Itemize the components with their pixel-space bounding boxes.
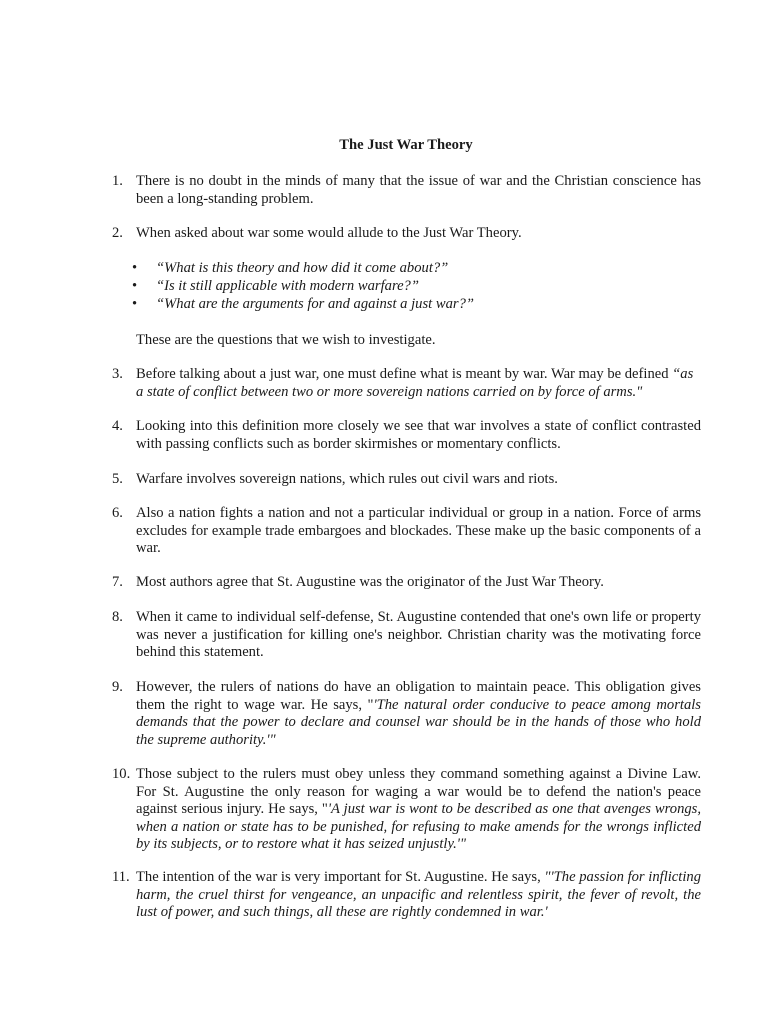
document-title: The Just War Theory bbox=[339, 137, 473, 153]
paragraph-text bbox=[136, 574, 701, 592]
bullet-item bbox=[130, 296, 474, 314]
paragraph-text bbox=[136, 366, 701, 401]
numbered-paragraph bbox=[112, 366, 701, 401]
paragraph-number: 3. bbox=[112, 366, 123, 382]
bullet-item bbox=[130, 278, 474, 296]
paragraph-text bbox=[136, 505, 701, 558]
bullet-text: “What is this theory and how did it come about?” bbox=[156, 260, 449, 276]
paragraph-segment: When asked about war some would allude to the Just War Theory. bbox=[136, 225, 522, 241]
paragraph-segment: There is no doubt in the minds of many that the issue of war and the Christian conscience has been a long-standing problem. bbox=[136, 173, 701, 207]
paragraph-segment: Before talking about a just war, one must define what is meant by war. War may be defined bbox=[136, 366, 673, 382]
numbered-paragraph bbox=[112, 766, 701, 854]
paragraph-number: 7. bbox=[112, 574, 123, 590]
paragraph-number: 10. bbox=[112, 766, 131, 782]
augustine-quote: 'A just war is wont to be described as one that avenges wrongs, when a nation or state has to be punished, for refusing to make amends for the wrongs inflicted by its subjects, or to restore what it has seized unjustly.'" bbox=[136, 801, 701, 853]
numbered-paragraph bbox=[112, 679, 701, 749]
paragraph-number: 11. bbox=[112, 869, 130, 885]
augustine-quote: "'The passion for inflicting harm, the cruel thirst for vengeance, an unpacific and relentless spirit, the fever of revolt, the lust of power, and such things, all these are rightly condemned in war.' bbox=[136, 869, 701, 921]
paragraph-segment: Most authors agree that St. Augustine was the originator of the Just War Theory. bbox=[136, 574, 604, 590]
paragraph-text bbox=[136, 225, 701, 243]
paragraph-segment: The intention of the war is very important for St. Augustine. He says, bbox=[136, 869, 545, 885]
numbered-paragraph bbox=[112, 173, 701, 208]
paragraph-number: 2. bbox=[112, 225, 123, 241]
paragraph-segment: Those subject to the rulers must obey unless they command something against a Divine Law. For St. Augustine the only reason for waging a war would be to defend the nation's peace against serious injury. He says, " bbox=[136, 766, 701, 818]
paragraph-text bbox=[136, 173, 701, 208]
numbered-paragraph bbox=[112, 225, 701, 243]
paragraph-number: 8. bbox=[112, 609, 123, 625]
paragraph-text bbox=[136, 471, 701, 489]
question-bullet-list bbox=[130, 260, 474, 314]
numbered-paragraph bbox=[112, 418, 701, 453]
paragraph-segment: When it came to individual self-defense, St. Augustine contended that one's own life or property was never a justification for killing one's neighbor. Christian charity was the motivating force behind this statement. bbox=[136, 609, 701, 661]
numbered-paragraph bbox=[112, 471, 701, 489]
paragraph-number: 5. bbox=[112, 471, 123, 487]
bullet-text: “Is it still applicable with modern warfare?” bbox=[156, 278, 419, 294]
bullet-dot: • bbox=[132, 296, 138, 312]
numbered-paragraph bbox=[112, 574, 701, 592]
numbered-paragraph bbox=[112, 505, 701, 558]
paragraph-number: 1. bbox=[112, 173, 123, 189]
paragraph-text bbox=[136, 766, 701, 854]
paragraph-text bbox=[136, 609, 701, 662]
paragraph-number: 9. bbox=[112, 679, 123, 695]
paragraph-segment: Warfare involves sovereign nations, which rules out civil wars and riots. bbox=[136, 471, 558, 487]
questions-note: These are the questions that we wish to investigate. bbox=[136, 332, 436, 348]
paragraph-number: 6. bbox=[112, 505, 123, 521]
bullet-item bbox=[130, 260, 474, 278]
paragraph-text bbox=[136, 418, 701, 453]
paragraph-segment: However, the rulers of nations do have an obligation to maintain peace. This obligation gives them the right to wage war. He says, " bbox=[136, 679, 701, 713]
paragraph-number: 4. bbox=[112, 418, 123, 434]
definition-quote: “as a state of conflict between two or more sovereign nations carried on by force of arms." bbox=[136, 366, 694, 400]
paragraph-segment: Looking into this definition more closely we see that war involves a state of conflict contrasted with passing conflicts such as border skirmishes or momentary conflicts. bbox=[136, 418, 701, 452]
augustine-quote: 'The natural order conducive to peace among mortals demands that the power to declare and counsel war should be in the hands of those who hold the supreme authority.'" bbox=[136, 696, 701, 748]
paragraph-segment: Also a nation fights a nation and not a particular individual or group in a nation. Force of arms excludes for example trade embargoes and blockades. These make up the basic components of a war. bbox=[136, 505, 701, 557]
bullet-dot: • bbox=[132, 278, 138, 294]
numbered-paragraph bbox=[112, 609, 701, 662]
numbered-paragraph bbox=[112, 869, 701, 922]
paragraph-text bbox=[136, 869, 701, 922]
bullet-text: “What are the arguments for and against a just war?” bbox=[156, 296, 474, 312]
bullet-dot: • bbox=[132, 260, 138, 276]
paragraph-text bbox=[136, 679, 701, 749]
